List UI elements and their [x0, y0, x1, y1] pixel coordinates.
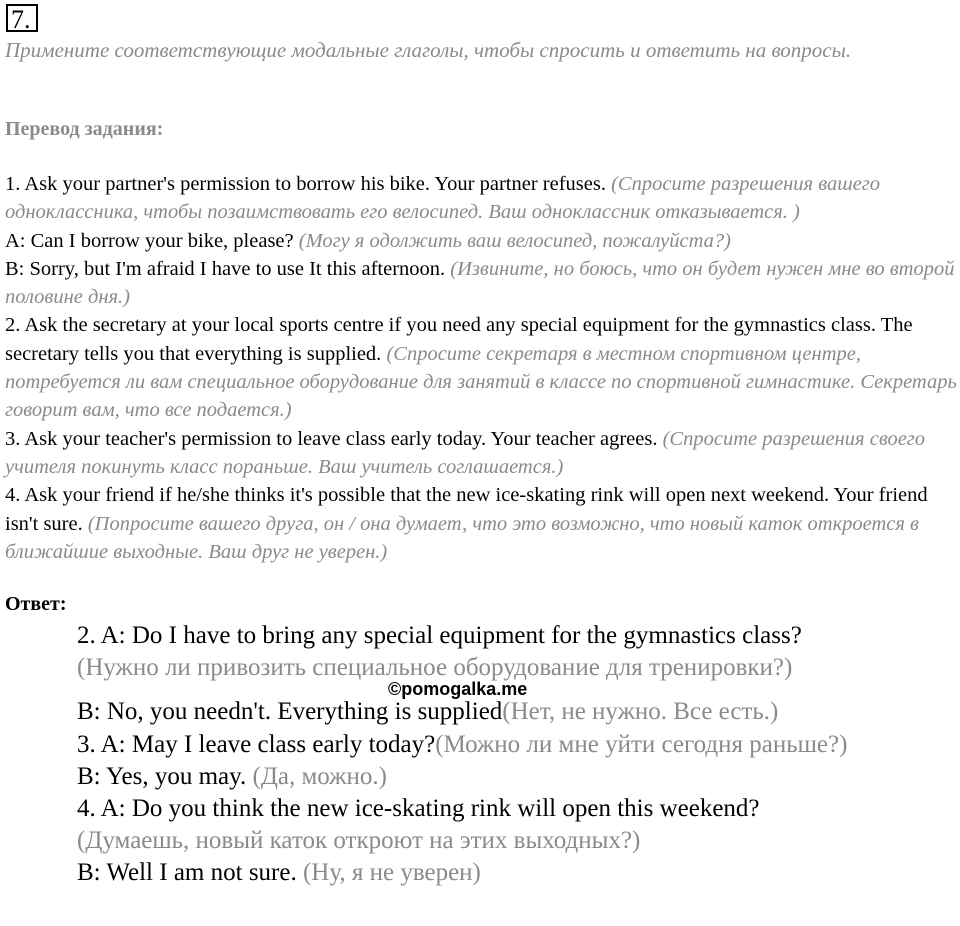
answer-3b [77, 761, 947, 793]
task-1-en: 1. Ask your partner's permission to borrow his bike. Your partner refuses. [5, 173, 606, 195]
answer-3a [77, 729, 947, 761]
task-list [5, 170, 960, 566]
answer-4a-en: 4. A: Do you think the new ice-skating rink will open this weekend? [77, 795, 760, 823]
task-4-en: 4. Ask your friend if he/she thinks it's possible that the new ice-skating rink will open next weekend. Your friend isn't sure. [5, 484, 928, 535]
task-3-ru: (Спросите разрешения своего учителя покинуть класс пораньше. Ваш учитель соглашается.) [5, 427, 926, 478]
answer-list [77, 620, 947, 890]
answer-4b [77, 857, 947, 889]
answer-2a-en: 2. A: Do I have to bring any special equipment for the gymnastics class? [77, 622, 802, 649]
task-3 [5, 425, 960, 482]
exercise-number: 7. [6, 4, 38, 32]
answer-4b-en: B: Well I am not sure. [77, 859, 297, 887]
answer-label: Ответ: [5, 593, 67, 615]
task-1-ru: (Спросите разрешения вашего одноклассника, чтобы позаимствовать его велосипед. Ваш одноклассник отказывается. ) [5, 173, 881, 224]
task-1-b-en: B: Sorry, but I'm afraid I have to use It this afternoon. [5, 257, 446, 280]
answer-4a [77, 793, 947, 857]
answer-2b-en: B: No, you needn't. Everything is supplied [77, 698, 503, 726]
task-1-b [5, 255, 960, 312]
task-1-a [5, 227, 960, 255]
task-2-en: 2. Ask the secretary at your local sports centre if you need any special equipment for the gymnastics class. The secretary tells you that everything is supplied. [5, 314, 913, 365]
task-1-a-ru: (Могу я одолжить ваш велосипед, пожалуйста?) [298, 229, 731, 252]
answer-2b-ru: (Нет, не нужно. Все есть.) [502, 698, 779, 726]
answer-3a-en: 3. A: May I leave class early today? [77, 730, 436, 758]
answer-4b-ru: (Ну, я не уверен) [302, 859, 481, 887]
task-1-a-en: A: Can I borrow your bike, please? [5, 229, 294, 252]
answer-4a-ru: (Думаешь, новый каток откроют на этих выходных?) [77, 827, 641, 855]
task-3-en: 3. Ask your teacher's permission to leave class early today. Your teacher agrees. [5, 427, 658, 450]
task-2 [5, 311, 960, 424]
task-4-ru: (Попросите вашего друга, он / она думает, что это возможно, что новый каток откроется в ближайшие выходные. Ваш друг не уверен.) [5, 512, 919, 563]
exercise-instruction: Примените соответствующие модальные глаголы, чтобы спросить и ответить на вопросы. [5, 38, 852, 62]
task-4 [5, 481, 960, 566]
answer-2a [77, 620, 947, 684]
watermark: ©pomogalka.me [388, 679, 528, 699]
answer-3b-ru: (Да, можно.) [252, 762, 387, 790]
answer-2a-ru: (Нужно ли привозить специальное оборудование для тренировки?) [77, 654, 793, 682]
task-2-ru: (Спросите секретаря в местном спортивном центре, потребуется ли вам специальное оборудование для занятий в классе по спортивной гимнастике. Секретарь говорит вам, что все подается.) [5, 342, 957, 422]
answer-3b-en: B: Yes, you may. [77, 762, 247, 790]
answer-3a-ru: (Можно ли мне уйти сегодня раньше?) [435, 730, 848, 758]
task-1-b-ru: (Извините, но боюсь, что он будет нужен мне во второй половине дня.) [5, 257, 955, 309]
answer-2b [77, 696, 947, 728]
task-1 [5, 170, 960, 227]
translation-heading: Перевод задания: [5, 118, 164, 140]
